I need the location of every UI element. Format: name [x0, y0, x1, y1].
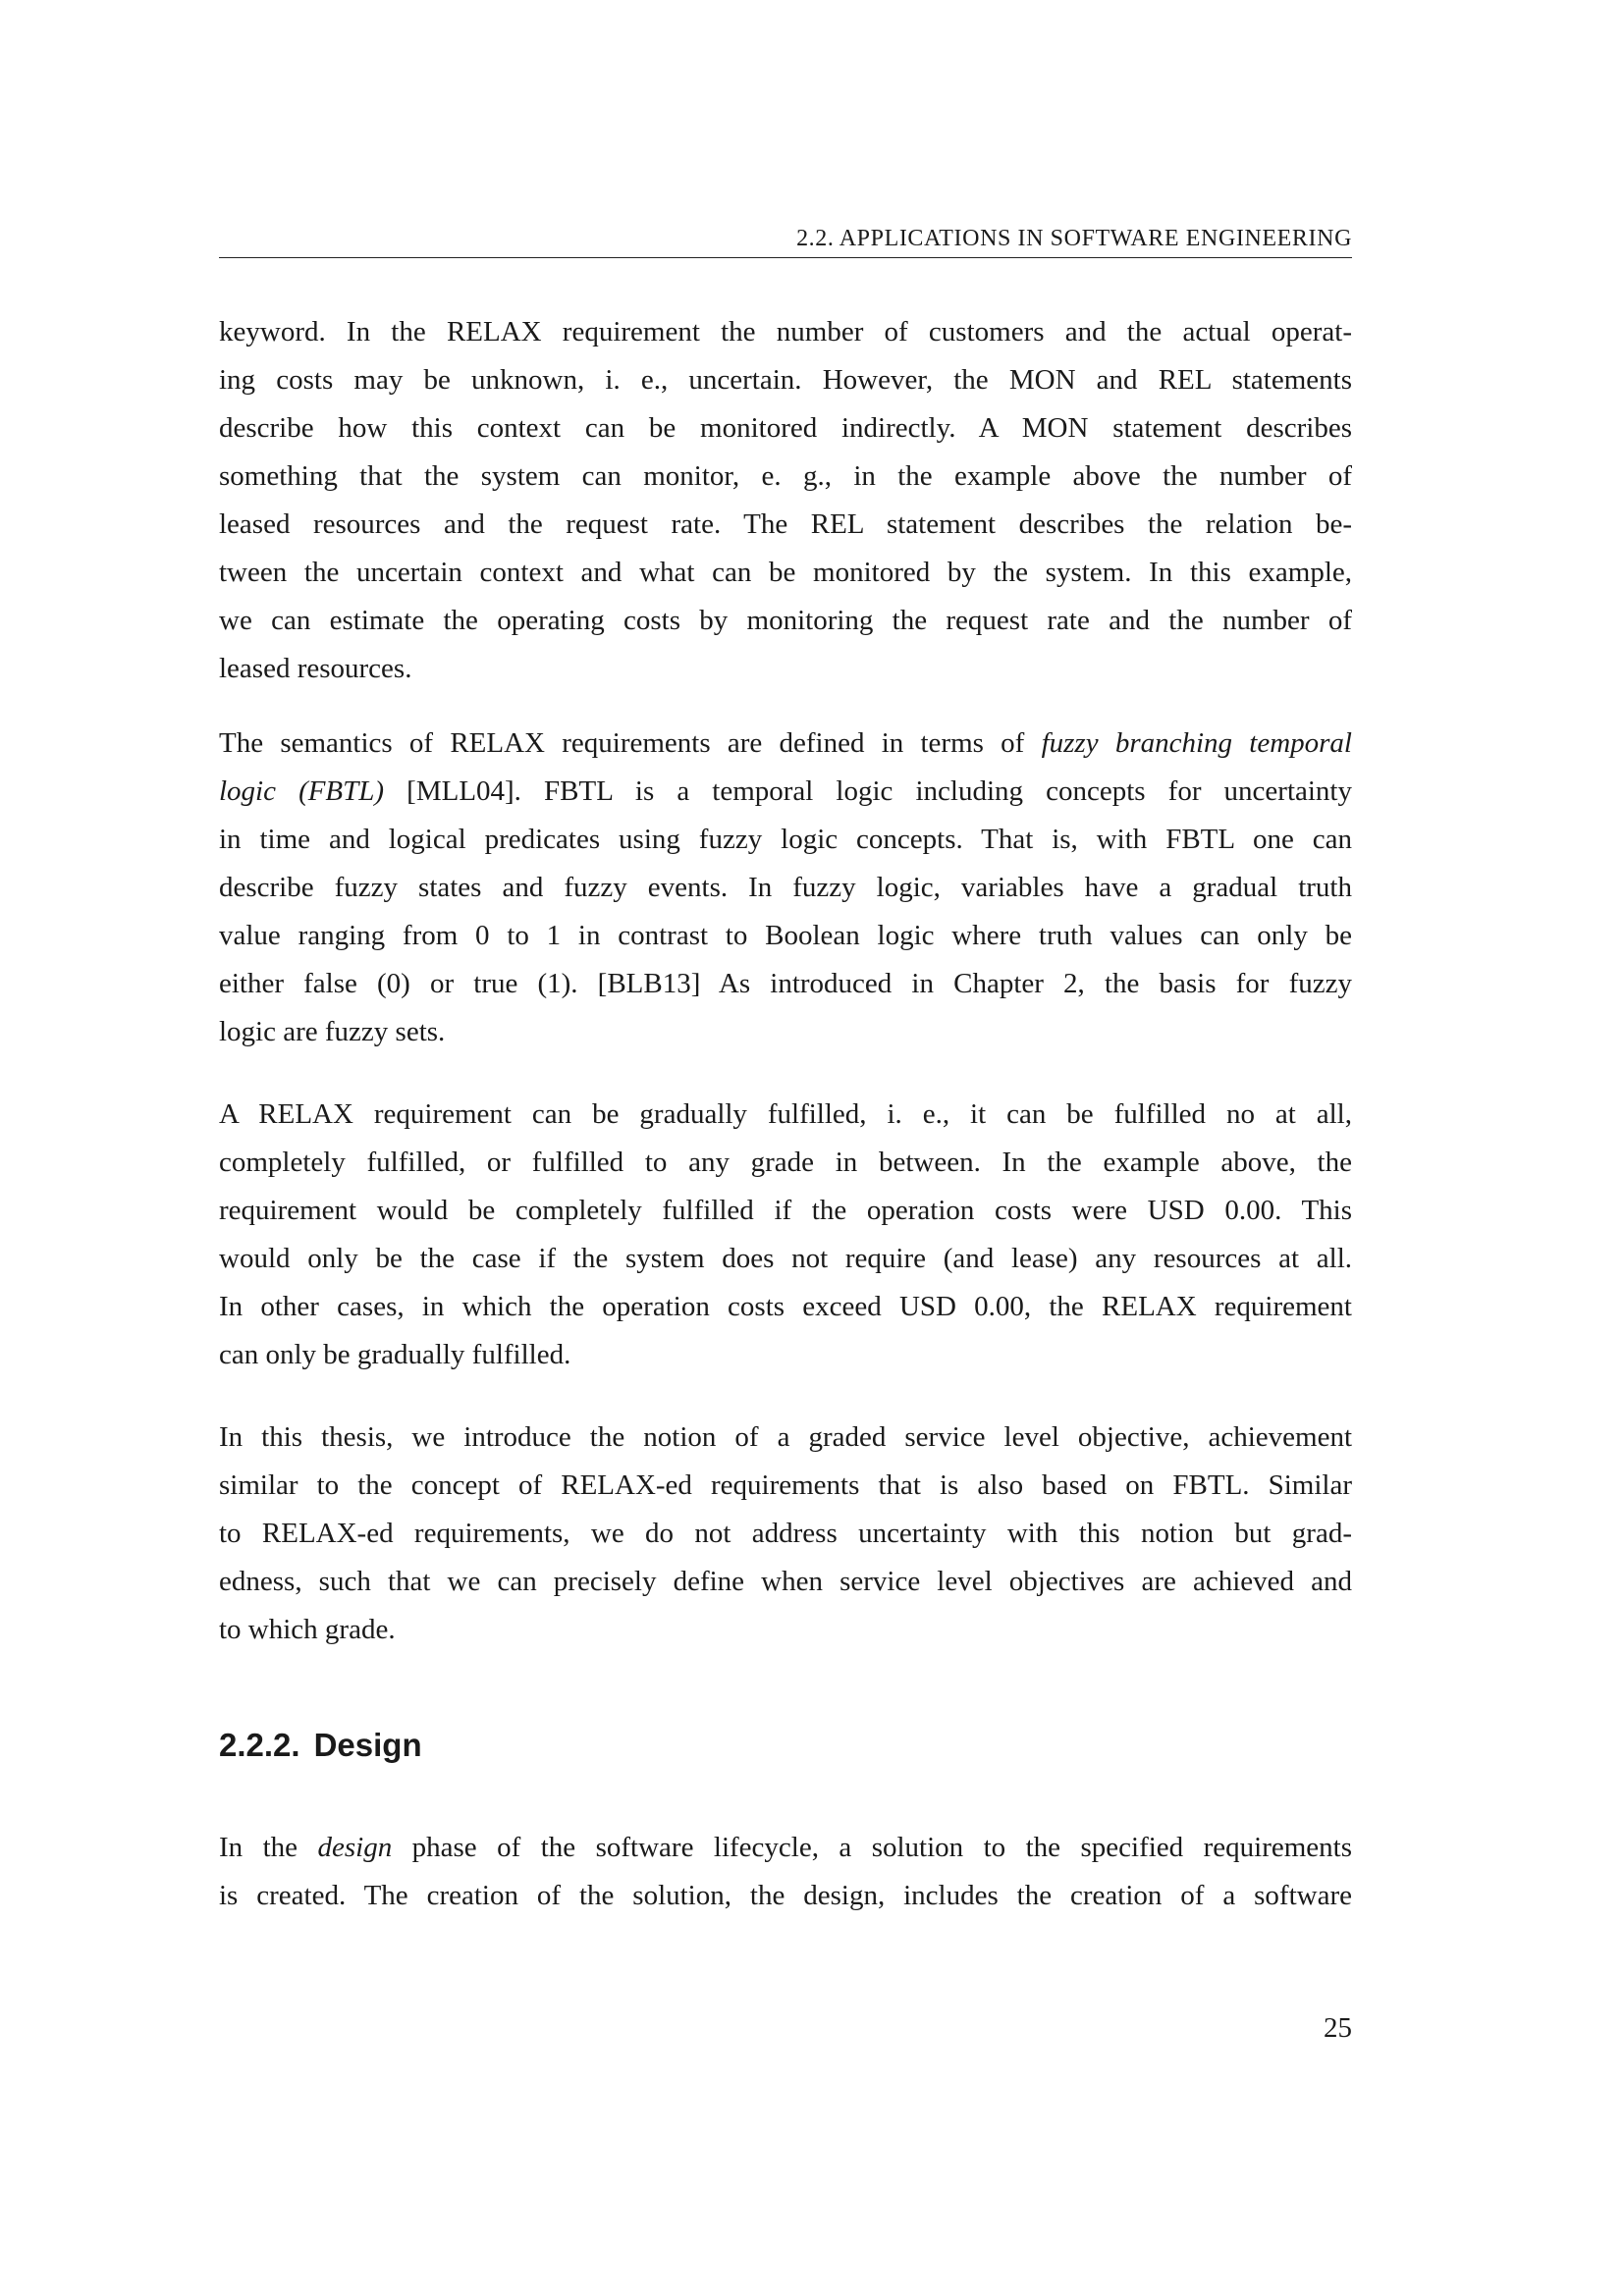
paragraph-line: requirement would be completely fulfilled if the operation costs were USD 0.00. This	[219, 1195, 1352, 1226]
paragraph-line: leased resources and the request rate. The REL statement describes the relation be-	[219, 508, 1352, 540]
line-text: The semantics of RELAX requirements are defined in terms of	[219, 727, 1042, 759]
paragraph-relax-semantics	[219, 720, 1352, 1056]
line-text: In the	[219, 1832, 318, 1863]
section-heading	[219, 1726, 422, 1765]
paragraph-line	[219, 1824, 1352, 1872]
paragraph-line: similar to the concept of RELAX-ed requirements that is also based on FBTL. Similar	[219, 1469, 1352, 1501]
page-number: 25	[1324, 2012, 1352, 2044]
line-text: [MLL04]. FBTL is a temporal logic including concepts for uncertainty	[384, 775, 1352, 807]
section-number: 2.2.2.	[219, 1727, 300, 1763]
paragraph-line: in time and logical predicates using fuzzy logic concepts. That is, with FBTL one can	[219, 824, 1352, 855]
line-text: phase of the software lifecycle, a solution to the specified requirements	[392, 1832, 1352, 1863]
paragraph-line: In other cases, in which the operation costs exceed USD 0.00, the RELAX requirement	[219, 1291, 1352, 1322]
paragraph-line: describe how this context can be monitored indirectly. A MON statement describes	[219, 412, 1352, 444]
paragraph-line: to RELAX-ed requirements, we do not address uncertainty with this notion but grad-	[219, 1518, 1352, 1549]
italic-term: design	[317, 1832, 393, 1863]
paragraph-relax-monitoring	[219, 308, 1352, 693]
paragraph-line: leased resources.	[219, 653, 412, 684]
italic-term: logic (FBTL)	[219, 775, 385, 807]
paragraph-line: can only be gradually fulfilled.	[219, 1339, 571, 1370]
paragraph-line: we can estimate the operating costs by monitoring the request rate and the number of	[219, 605, 1352, 636]
italic-term: fuzzy branching temporal	[1041, 727, 1352, 759]
paragraph-line: tween the uncertain context and what can be monitored by the system. In this example,	[219, 557, 1352, 588]
paragraph-line: edness, such that we can precisely define when service level objectives are achieved and	[219, 1566, 1352, 1597]
paragraph-line: keyword. In the RELAX requirement the number of customers and the actual operat-	[219, 316, 1352, 347]
paragraph-line	[219, 720, 1352, 768]
running-header-title: 2.2. APPLICATIONS IN SOFTWARE ENGINEERING	[796, 226, 1352, 251]
running-header	[219, 224, 1352, 258]
paragraph-line: ing costs may be unknown, i. e., uncertain. However, the MON and REL statements	[219, 364, 1352, 396]
paragraph-line: In this thesis, we introduce the notion of a graded service level objective, achievement	[219, 1421, 1352, 1453]
paragraph-line	[219, 768, 1352, 816]
paragraph-line: something that the system can monitor, e. g., in the example above the number of	[219, 460, 1352, 492]
paragraph-line: is created. The creation of the solution, the design, includes the creation of a software	[219, 1880, 1352, 1911]
paragraph-line: logic are fuzzy sets.	[219, 1016, 446, 1047]
paragraph-line: would only be the case if the system does not require (and lease) any resources at all.	[219, 1243, 1352, 1274]
paragraph-line: value ranging from 0 to 1 in contrast to Boolean logic where truth values can only be	[219, 920, 1352, 951]
paragraph-line: A RELAX requirement can be gradually fulfilled, i. e., it can be fulfilled no at all,	[219, 1098, 1352, 1130]
paragraph-line: either false (0) or true (1). [BLB13] As introduced in Chapter 2, the basis for fuzzy	[219, 968, 1352, 999]
paragraph-line: completely fulfilled, or fulfilled to any grade in between. In the example above, the	[219, 1147, 1352, 1178]
paragraph-gradual-fulfillment	[219, 1091, 1352, 1379]
paragraph-design-intro	[219, 1824, 1352, 1920]
section-title: Design	[313, 1727, 422, 1763]
paragraph-line: describe fuzzy states and fuzzy events. In fuzzy logic, variables have a gradual truth	[219, 872, 1352, 903]
paragraph-graded-slo	[219, 1414, 1352, 1654]
paragraph-line: to which grade.	[219, 1614, 396, 1645]
